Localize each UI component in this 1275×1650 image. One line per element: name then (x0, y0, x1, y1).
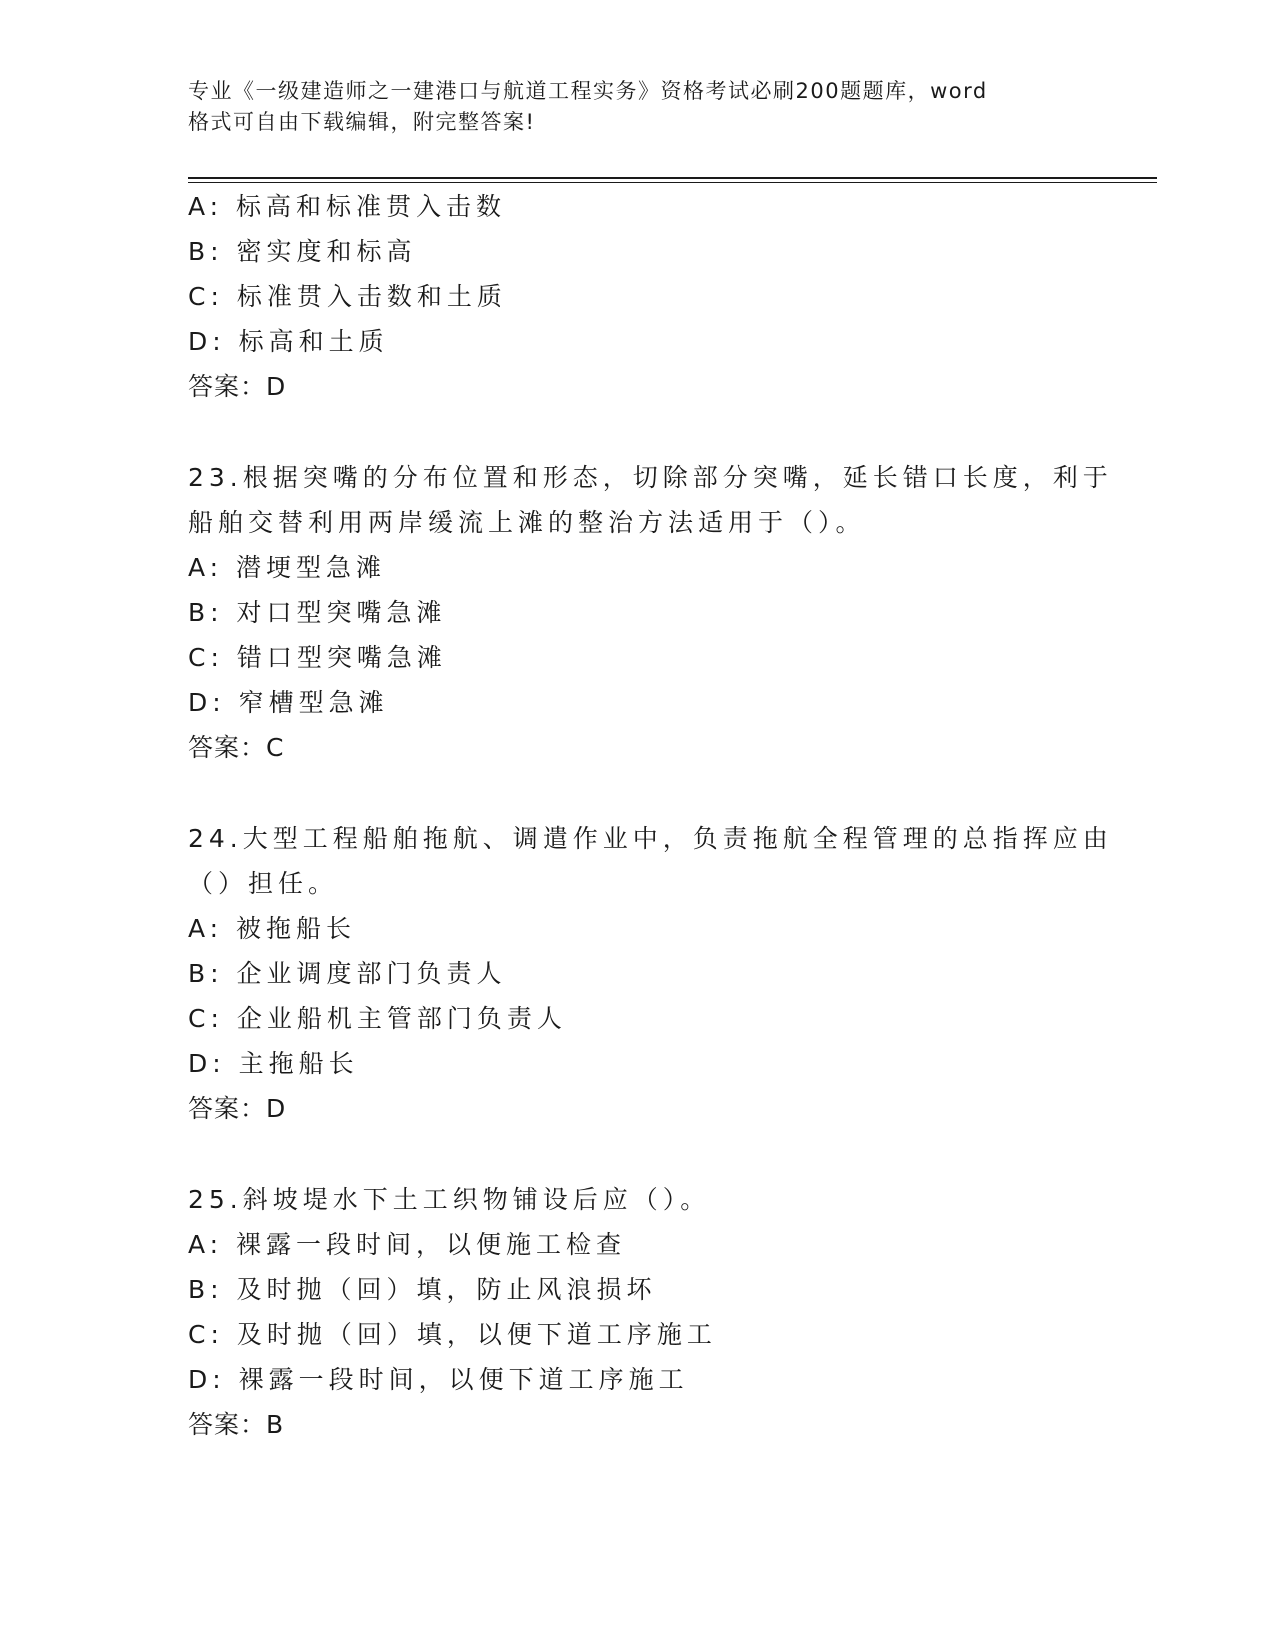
q23-option-d: D: 窄槽型急滩 (188, 688, 389, 717)
q24-option-d: D: 主拖船长 (188, 1049, 359, 1078)
q25-answer: 答案：B (188, 1410, 285, 1439)
q23-option-a: A: 潜埂型急滩 (188, 553, 387, 582)
header-rule-top (188, 177, 1157, 179)
q24-option-b: B: 企业调度部门负责人 (188, 959, 507, 988)
q22-option-a: A: 标高和标准贯入击数 (188, 192, 507, 221)
q25-option-c: C: 及时抛（回）填，以便下道工序施工 (188, 1320, 717, 1349)
q25-option-b: B: 及时抛（回）填，防止风浪损坏 (188, 1275, 657, 1304)
q24-option-a: A: 被拖船长 (188, 914, 357, 943)
q22-answer: 答案：D (188, 372, 287, 401)
q24-option-c: C: 企业船机主管部门负责人 (188, 1004, 567, 1033)
q22-option-d: D: 标高和土质 (188, 327, 389, 356)
q24-stem-line-2: （）担任。 (188, 869, 339, 898)
header-rule-bottom (188, 182, 1157, 183)
q22-option-c: C: 标准贯入击数和土质 (188, 282, 507, 311)
q23-stem-line-2: 船舶交替利用两岸缓流上滩的整治方法适用于（）。 (188, 508, 866, 537)
q23-option-b: B: 对口型突嘴急滩 (188, 598, 447, 627)
q25-option-a: A: 裸露一段时间，以便施工检查 (188, 1230, 627, 1259)
q24-answer: 答案：D (188, 1094, 287, 1123)
q23-stem-line-1: 23.根据突嘴的分布位置和形态，切除部分突嘴，延长错口长度，利于 (188, 463, 1113, 492)
q23-option-c: C: 错口型突嘴急滩 (188, 643, 447, 672)
header-line-2: 格式可自由下载编辑，附完整答案! (188, 110, 536, 134)
header-line-1: 专业《一级建造师之一建港口与航道工程实务》资格考试必刷200题题库，word (188, 79, 988, 103)
q25-stem-line-1: 25.斜坡堤水下土工织物铺设后应（）。 (188, 1185, 711, 1214)
q22-option-b: B: 密实度和标高 (188, 237, 417, 266)
q24-stem-line-1: 24.大型工程船舶拖航、调遣作业中，负责拖航全程管理的总指挥应由 (188, 824, 1113, 853)
q23-answer: 答案：C (188, 733, 285, 762)
document-header (188, 76, 1068, 138)
q25-option-d: D: 裸露一段时间，以便下道工序施工 (188, 1365, 689, 1394)
